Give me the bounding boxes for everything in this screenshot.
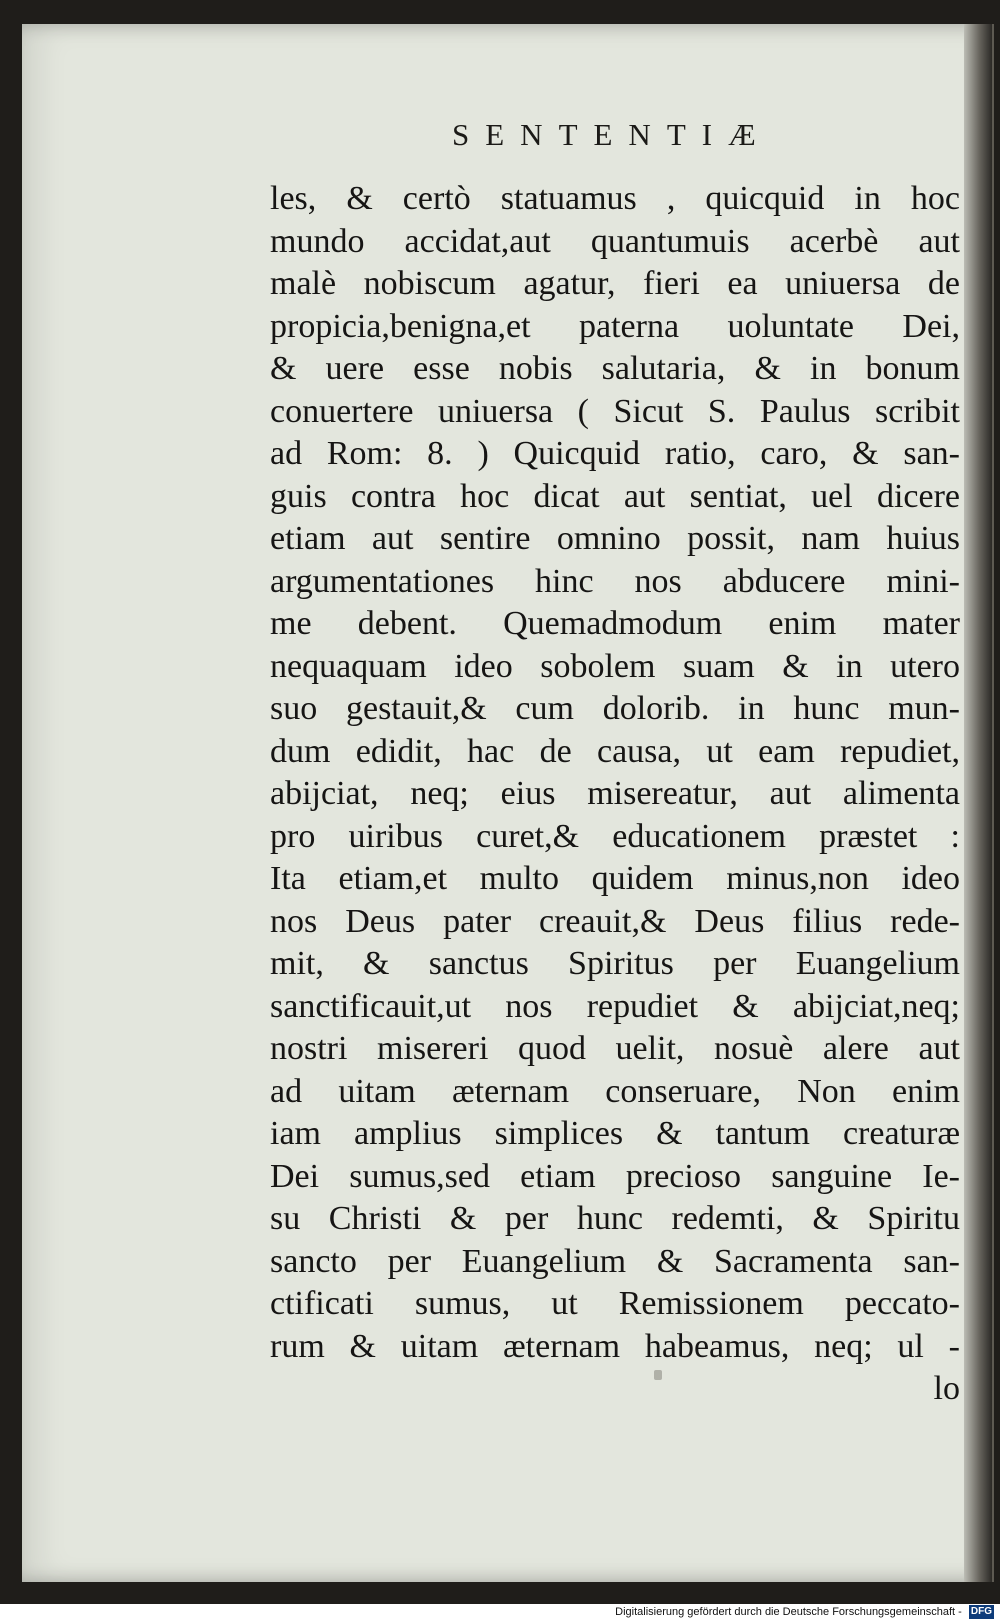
text-line: argumentationes hinc nos abducere mini-: [270, 562, 960, 600]
text-line: dum edidit, hac de causa, ut eam repudiet,: [270, 732, 960, 770]
page-edge-shadow: [964, 24, 992, 1582]
text-line: mundo accidat,aut quantumuis acerbè aut: [270, 222, 960, 260]
text-line: abijciat, neq; eius misereatur, aut alimenta: [270, 775, 960, 812]
text-line: guis contra hoc dicat aut sentiat, uel dicere: [270, 477, 960, 515]
text-line: malè nobiscum agatur, fieri ea uniuersa de: [270, 265, 960, 302]
text-line: ad Rom: 8. ) Quicquid ratio, caro, & san-: [270, 435, 960, 472]
catchword: lo: [933, 1370, 960, 1407]
text-line: me debent. Quemadmodum enim mater: [270, 605, 960, 642]
dfg-logo: DFG: [970, 1606, 992, 1618]
text-line: iam amplius simplices & tantum creaturæ: [270, 1115, 960, 1152]
page-header: [22, 118, 992, 164]
text-line: nostri misereri quod uelit, nosuè alere aut: [270, 1030, 960, 1067]
text-line: mit, & sanctus Spiritus per Euangelium: [270, 945, 960, 982]
text-line: ad uitam æternam conseruare, Non enim: [270, 1072, 960, 1110]
text-line: su Christi & per hunc redemti, & Spiritu: [270, 1200, 960, 1237]
text-line: les, & certò statuamus , quicquid in hoc: [270, 180, 960, 217]
book-page: [22, 24, 994, 1582]
text-line: pro uiribus curet,& educationem præstet :: [270, 817, 960, 855]
text-line: Ita etiam,et multo quidem minus,non ideo: [270, 860, 960, 897]
text-line: suo gestauit,& cum dolorib. in hunc mun-: [270, 690, 960, 727]
body-text: [270, 178, 960, 1411]
text-line: nequaquam ideo sobolem suam & in utero: [270, 647, 960, 685]
paper-speck: [654, 1370, 662, 1380]
credit-text: Digitalisierung gefördert durch die Deutsche Forschungsgemeinschaft -: [615, 1606, 962, 1618]
text-line: nos Deus pater creauit,& Deus filius rede-: [270, 902, 960, 940]
text-line: sanctificauit,ut nos repudiet & abijciat,neq;: [270, 987, 960, 1025]
text-line: ctificati sumus, ut Remissionem peccato-: [270, 1285, 960, 1322]
text-line: propicia,benigna,et paterna uoluntate Dei,: [270, 307, 960, 345]
text-line: & uere esse nobis salutaria, & in bonum: [270, 350, 960, 387]
running-head: SENTENTIÆ: [452, 117, 772, 152]
text-line: sancto per Euangelium & Sacramenta san-: [270, 1242, 960, 1280]
text-line: conuertere uniuersa ( Sicut S. Paulus scribit: [270, 392, 960, 430]
text-line: rum & uitam æternam habeamus, neq; ul -: [270, 1327, 960, 1365]
digitization-credit-bar: [0, 1604, 1000, 1620]
text-line: Dei sumus,sed etiam precioso sanguine Ie-: [270, 1157, 960, 1195]
text-line: etiam aut sentire omnino possit, nam huius: [270, 520, 960, 557]
